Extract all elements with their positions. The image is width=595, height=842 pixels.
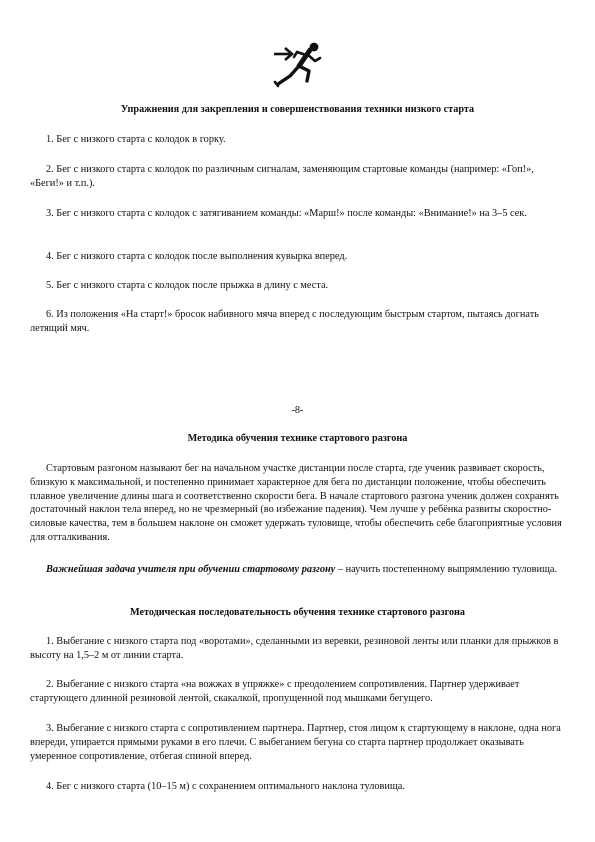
list-item: 1. Бег с низкого старта с колодок в горку. — [46, 134, 226, 145]
sprinter-icon — [270, 40, 326, 92]
list-item: 2. Выбегание с низкого старта «на вожжах в упряжке» с преодолением сопротивления. Партнер удерживает стартующего длинной резиновой лентой, скакалкой, пропущенной под мышками бегущего. — [30, 679, 520, 704]
page-number: -8- — [291, 405, 304, 416]
list-item: 3. Выбегание с низкого старта с сопротивлением партнера. Партнер, стоя лицом к стартующему в наклоне, одна нога впереди, упирается прямыми руками в его плечи. С выбеганием бегуна со старта партнер продолжает оказывать умеренное сопротивление, отбегая спиной вперед. — [30, 723, 561, 762]
key-task-rest: – научить постепенному выпрямлению туловища. — [335, 564, 558, 575]
body-paragraph: Стартовым разгоном называют бег на начальном участке дистанции после старта, где ученик развивает скорость, близкую к максимальной, и постепенно принимает характерное для бега по дистанции положение, чтобы обеспечить плавное увеличение длины шага и соответственно скорости бега. В начале стартового разгона ученик должен сохранять достаточный наклон тела вперед, но не чрезмерный (во избежание падения). Чем лучше у ребёнка развиты скоростно-силовые качества, тем в большем наклоне он сможет удержать туловище, чтобы обеспечить себе благоприятные условия для отталкивания. — [30, 463, 562, 543]
key-task-paragraph — [30, 563, 565, 577]
section-title-low-start-exercises: Упражнения для закрепления и совершенствования техники низкого старта — [120, 104, 475, 115]
list-item: 1. Выбегание с низкого старта под «воротами», сделанными из веревки, резиновой ленты или планки для прыжков в высоту на 1,5–2 м от линии старта. — [30, 636, 559, 661]
list-item: 3. Бег с низкого старта с колодок с затягиванием команды: «Марш!» после команды: «Внимание!» на 3–5 сек. — [46, 208, 527, 219]
section-title-method-sequence: Методическая последовательность обучения технике стартового разгона — [129, 607, 466, 618]
list-item: 4. Бег с низкого старта (10–15 м) с сохранением оптимального наклона туловища. — [46, 781, 405, 792]
list-item: 4. Бег с низкого старта с колодок после выполнения кувырка вперед. — [46, 251, 348, 262]
section-title-start-acceleration: Методика обучения технике стартового разгона — [187, 433, 408, 444]
list-item: 5. Бег с низкого старта с колодок после прыжка в длину с места. — [46, 280, 329, 291]
list-item: 6. Из положения «На старт!» бросок набивного мяча вперед с последующим быстрым стартом, пытаясь догнать летящий мяч. — [30, 309, 539, 334]
key-task-lead: Важнейшая задача учителя при обучении стартовому разгону — [46, 564, 336, 575]
list-item: 2. Бег с низкого старта с колодок по различным сигналам, заменяющим стартовые команды (например: «Гоп!», «Беги!» и т.п.). — [30, 164, 534, 189]
